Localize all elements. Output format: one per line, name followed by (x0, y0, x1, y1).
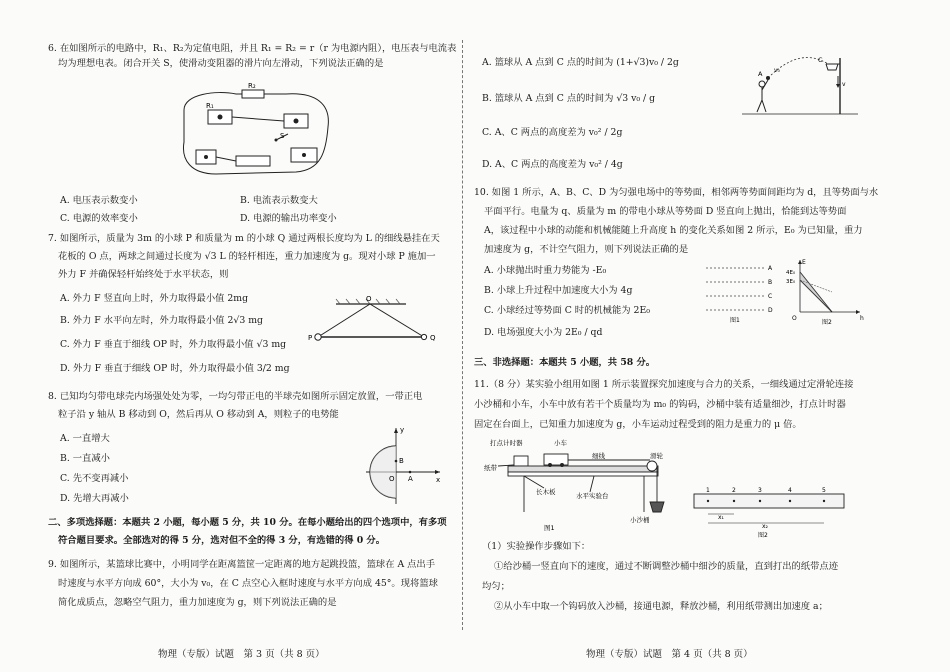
q11-stem-line1: 11.（8 分）某实验小组用如图 1 所示装置探究加速度与合力的关系，一细线通过定滑轮连接 (474, 379, 854, 390)
q8-label-o: O (389, 475, 395, 483)
q10-figure2 (786, 254, 866, 326)
q8-option-c: C. 先不变再减小 (60, 473, 129, 484)
q9-basketball-figure (740, 50, 860, 116)
q7-stem-line2: 花板的 O 点，两球之间通过长度为 √3 L 的轻杆相连，重力加速度为 g。现对小球 P 施加一 (58, 251, 436, 262)
q6-stem-line1: 6. 在如图所示的电路中，R₁、R₂为定值电阻，并且 R₁ = R₂ = r（r 为电源内阻），电压表与电流表 (48, 43, 457, 54)
q10-fig2-label-o: O (792, 315, 797, 322)
left-footer: 物理（专版）试题 第 3 页（共 8 页） (158, 649, 325, 660)
q10-fig2-label-e: E (802, 259, 806, 266)
q7-label-q: Q (430, 334, 436, 342)
q8-label-b: B (399, 457, 404, 465)
q11-label-string: 细线 (592, 452, 605, 460)
q6-option-d: D. 电源的输出功率变小 (240, 213, 337, 224)
q6-stem-line2: 均为理想电表。闭合开关 S，使滑动变阻器的滑片向左滑动，下列说法正确的是 (58, 58, 384, 69)
q11-tape-x2: x₂ (762, 523, 768, 530)
section3-heading: 三、非选择题：本题共 5 小题，共 58 分。 (474, 357, 656, 368)
q9-option-a: A. 篮球从 A 点到 C 点的时间为 (1+√3)v₀ / 2g (482, 57, 679, 68)
q11-tape-point4: 4 (788, 487, 792, 494)
q11-step2: ②从小车中取一个钩码放入沙桶，接通电源，释放沙桶，利用纸带测出加速度 a； (494, 601, 828, 612)
q11-apparatus-figure (484, 436, 684, 532)
q8-label-y: y (400, 426, 405, 434)
q7-stem-line1: 7. 如图所示，质量为 3m 的小球 P 和质量为 m 的小球 Q 通过两根长度均为 L 的细线悬挂在天 (48, 233, 440, 244)
q10-stem-line3: A，该过程中小球的动能和机械能随上升高度 h 的变化关系如图 2 所示，E₀ 为已知量，重力 (484, 225, 863, 236)
q7-label-o: O (366, 295, 372, 303)
q7-pendulum-figure (306, 292, 446, 348)
q8-option-a: A. 一直增大 (60, 433, 110, 444)
q10-fig1-label-c: C (768, 293, 773, 300)
q9-option-b: B. 篮球从 A 点到 C 点的时间为 √3 v₀ / g (482, 93, 656, 104)
q11-step1-line2: 均匀； (482, 581, 510, 592)
q8-label-a: A (408, 475, 413, 483)
q8-option-b: B. 一直减小 (60, 453, 110, 464)
q11-label-car: 小车 (554, 439, 567, 447)
q6-label-r2: R₂ (248, 82, 256, 90)
q10-stem-line1: 10. 如图 1 所示，A、B、C、D 为匀强电场中的等势面，相邻两等势面间距均为 d，且等势面与水 (474, 187, 879, 198)
section2-line2: 符合题目要求。全部选对的得 5 分，选对但不全的得 3 分，有选错的得 0 分。 (58, 535, 386, 546)
q11-step1-line1: ①给沙桶一竖直向下的速度，通过不断调整沙桶中细沙的质量，直到打出的纸带点迹 (494, 561, 838, 572)
q10-fig2-label-4e0: 4E₀ (786, 270, 796, 276)
q9-label-v: v (842, 81, 846, 88)
q11-tape-x1: x₁ (718, 514, 724, 521)
q7-label-p: P (308, 334, 313, 342)
q11-fig2-caption: 图2 (758, 532, 768, 538)
q9-option-c: C. A、C 两点的高度差为 v₀² / 2g (482, 127, 623, 138)
q11-label-board: 长木板 (536, 488, 556, 496)
q10-fig1-label-d: D (768, 307, 773, 314)
q6-option-c: C. 电源的效率变小 (60, 213, 138, 224)
q6-circuit-figure (176, 82, 336, 182)
q11-label-tape: 纸带 (484, 464, 497, 472)
q8-stem-line1: 8. 已知均匀带电球壳内场强处处为零，一均匀带正电的半球壳如图所示固定放置，一带正电 (48, 391, 423, 402)
q11-label-table: 水平实验台 (576, 492, 609, 500)
q10-fig1-label-b: B (768, 279, 773, 286)
q10-fig2-caption: 图2 (822, 319, 832, 326)
q6-label-s: S (280, 132, 285, 140)
q10-option-d: D. 电场强度大小为 2E₀ / qd (484, 327, 603, 338)
q8-label-x: x (436, 476, 441, 484)
q10-option-b: B. 小球上升过程中加速度大小为 4g (484, 285, 633, 296)
q10-fig2-label-3e0: 3E₀ (786, 279, 796, 285)
q6-label-r1: R₁ (206, 102, 214, 110)
q10-stem-line2: 平面平行。电量为 q、质量为 m 的带电小球从等势面 D 竖直向上抛出，恰能到达等势面 (484, 206, 847, 217)
q7-option-c: C. 外力 F 垂直于细线 OP 时，外力取得最小值 √3 mg (60, 339, 287, 350)
q11-fig1-caption: 图1 (544, 524, 555, 532)
q10-fig1-caption: 图1 (730, 317, 740, 324)
q7-stem-line3: 外力 F 并确保轻杆始终处于水平状态，则 (58, 269, 229, 280)
q10-option-a: A. 小球抛出时重力势能为 -E₀ (484, 265, 607, 276)
q8-option-d: D. 先增大再减小 (60, 493, 129, 504)
q8-hemisphere-figure (356, 424, 446, 508)
q11-tape-point5: 5 (822, 487, 826, 494)
q11-tape-point1: 1 (706, 487, 710, 494)
q11-label-timer: 打点计时器 (490, 439, 523, 447)
q10-fig1-label-a: A (768, 265, 773, 272)
q11-label-bucket: 小沙桶 (630, 516, 650, 524)
q11-tape-point2: 2 (732, 487, 736, 494)
q10-fig2-label-h: h (860, 315, 864, 322)
q8-stem-line2: 粒子沿 y 轴从 B 移动到 O，然后再从 O 移动到 A，则粒子的电势能 (58, 409, 339, 420)
q6-option-a: A. 电压表示数变小 (60, 195, 138, 206)
q9-stem-line2: 时速度与水平方向成 60°，大小为 v₀，在 C 点空心入框时速度与水平方向成 45°。现将篮球 (58, 578, 438, 589)
q7-option-a: A. 外力 F 竖直向上时，外力取得最小值 2mg (60, 293, 249, 304)
q9-stem-line3: 简化成质点，忽略空气阻力，重力加速度为 g，则下列说法正确的是 (58, 597, 337, 608)
q9-option-d: D. A、C 两点的高度差为 v₀² / 4g (482, 159, 623, 170)
q7-option-b: B. 外力 F 水平向左时，外力取得最小值 2√3 mg (60, 315, 263, 326)
q11-tape-point3: 3 (758, 487, 762, 494)
section2-line1: 二、多项选择题：本题共 2 小题，每小题 5 分，共 10 分。在每小题给出的四个选项中，有多项 (48, 517, 447, 528)
q9-label-c: C (818, 56, 823, 64)
q11-stem-line2: 小沙桶和小车，小车中放有若干个质量均为 m₀ 的钩码，沙桶中装有适量细沙，打点计时器 (474, 399, 846, 410)
q10-figure1 (702, 258, 778, 324)
q11-stem-line3: 固定在台面上，已知重力加速度为 g，小车运动过程受到的阻力是重力的 μ 倍。 (474, 419, 802, 430)
column-divider (462, 40, 463, 630)
q6-option-b: B. 电流表示数变大 (240, 195, 318, 206)
q11-steps-title: （1）实验操作步骤如下： (482, 541, 591, 552)
right-footer: 物理（专版）试题 第 4 页（共 8 页） (586, 649, 753, 660)
q10-stem-line4: 加速度为 g，不计空气阻力，则下列说法正确的是 (484, 244, 689, 255)
q9-label-a: A (758, 70, 763, 78)
q9-stem-line1: 9. 如图所示，某篮球比赛中，小明同学在距离篮筐一定距离的地方起跳投篮，篮球在 A 点出手 (48, 559, 436, 570)
q10-option-c: C. 小球经过等势面 C 时的机械能为 2E₀ (484, 305, 650, 316)
q11-tape-figure (692, 486, 852, 538)
q11-label-pulley: 滑轮 (650, 452, 663, 460)
q7-option-d: D. 外力 F 垂直于细线 OP 时，外力取得最小值 3/2 mg (60, 363, 290, 374)
q9-label-v0: v₀ (774, 67, 780, 74)
